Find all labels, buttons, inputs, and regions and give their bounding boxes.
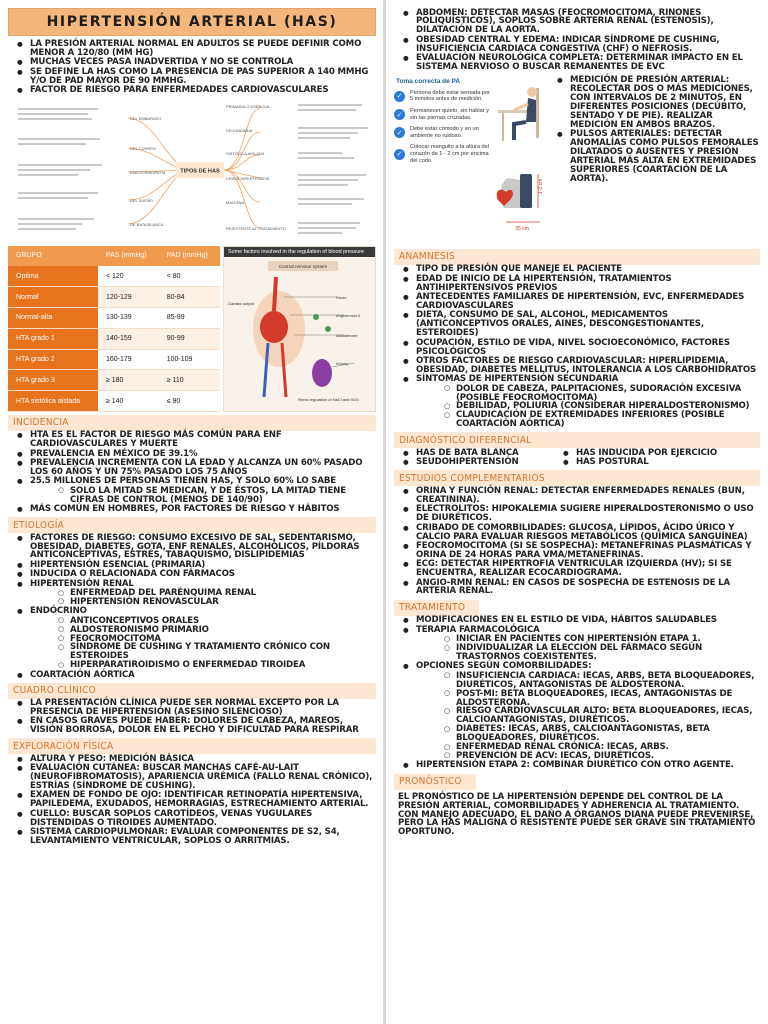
sub-item: ○ SOLO LA MITAD SE MEDICAN, Y DE ÉSTOS, LA MITAD TIENE CIFRAS DE CONTROL (MENOS DE 140/90) bbox=[30, 487, 376, 505]
sub-item: ○ INSUFICIENCIA CARDIACA: IECAS, ARBS, BETA BLOQUEADORES, DIURÉTICOS, ANTAGONISTAS DE ALDOSTERONA. bbox=[416, 672, 760, 690]
left-column bbox=[8, 8, 376, 1018]
list-item: ● ELECTROLITOS: HIPOKALEMIA SUGIERE HIPERALDOSTERONISMO O USO DE DIURÉTICOS. bbox=[394, 505, 760, 523]
list-item: ● ALTURA Y PESO: MEDICIÓN BÁSICA bbox=[8, 755, 376, 764]
figure-label: Kidney bbox=[336, 360, 349, 366]
section-incidencia bbox=[8, 415, 376, 431]
sub-item: ○ INDIVIDUALIZAR LA ELECCIÓN DEL FÁRMACO SEGÚN TRASTORNOS COEXISTENTES. bbox=[416, 644, 760, 662]
list-item-text: OPCIONES SEGÚN COMORBILIDADES: bbox=[416, 661, 592, 672]
table-cell: ≤ 90 bbox=[159, 391, 220, 412]
table-cell: < 80 bbox=[159, 266, 220, 287]
medicion-list bbox=[548, 76, 760, 246]
list-item: ● SISTEMA CARDIOPULMONAR: EVALUAR COMPONENTES DE S2, S4, LEVANTAMIENTO VENTRICULAR, SOPLOS O ARRITMIAS. bbox=[8, 828, 376, 846]
sub-item: ○ RIESGO CARDIOVASCULAR ALTO: BETA BLOQUEADORES, IECAS, CALCIOANTAGONISTAS, DIURÉTICOS. bbox=[416, 707, 760, 725]
section-title: DIAGNÓSTICO DIFERENCIAL bbox=[399, 434, 532, 446]
section-title: TRATAMIENTO bbox=[399, 602, 466, 614]
list-item: ● HAS DE BATA BLANCA bbox=[394, 449, 554, 458]
table-cell: HTA grado 3 bbox=[8, 370, 98, 391]
diagram-left-node: DEL EMBARAZO bbox=[130, 115, 162, 121]
section-title: PRONÓSTICO bbox=[399, 776, 462, 788]
pa-classification-table bbox=[8, 246, 220, 412]
diagram-left-node: DEL SUEÑO bbox=[130, 197, 153, 203]
diagnostico-grid bbox=[394, 448, 760, 467]
section-estudios bbox=[394, 470, 760, 486]
list-item: ● CRIBADO DE COMORBILIDADES: GLUCOSA, LÍPIDOS, ÁCIDO ÚRICO Y CALCIO PARA EVALUAR RIESGOS METABÓLICOS (QUÍMICA SANGUÍNEA) bbox=[394, 524, 760, 542]
cuadro-list bbox=[8, 699, 376, 735]
bp-regulation-figure bbox=[223, 246, 376, 412]
section-title: ESTUDIOS COMPLEMENTARIOS bbox=[399, 472, 545, 484]
title-bar bbox=[8, 8, 376, 36]
diagram-right-node: CRISIS HIPERTENSIVA bbox=[226, 175, 270, 181]
pa-step bbox=[394, 144, 490, 164]
section-title: EXPLORACIÓN FÍSICA bbox=[13, 740, 114, 752]
sub-item: ○ HIPERTENSIÓN RENOVASCULAR bbox=[30, 598, 376, 607]
figure-label: Renal regulation of NaCl and H2O bbox=[298, 396, 359, 402]
diagram-right-node: RESISTENTE AL TRATAMIENTO bbox=[226, 225, 286, 231]
sub-item: ○ ENFERMEDAD DEL PARÉNQUIMA RENAL bbox=[30, 589, 376, 598]
pa-step bbox=[394, 108, 490, 121]
right-column bbox=[394, 8, 760, 1018]
column-divider bbox=[383, 0, 386, 1024]
list-item: ● MUCHAS VECES PASA INADVERTIDA Y NO SE CONTROLA bbox=[8, 58, 376, 67]
diagram-right-node: SECUNDARIA bbox=[226, 127, 253, 133]
diagram-right-node: SISTÓLICA AISLADA bbox=[226, 150, 265, 156]
table-row bbox=[8, 349, 220, 370]
list-item: ● OTROS FACTORES DE RIESGO CARDIOVASCULAR: HIPERLIPIDEMIA, OBESIDAD, DIABETES MELLITUS, INTOLERANCIA A LOS CARBOHIDRATOS bbox=[394, 357, 760, 375]
sub-item: ○ ANTICONCEPTIVOS ORALES bbox=[30, 617, 376, 626]
list-item bbox=[8, 477, 376, 504]
list-item: ● PREVALENCIA EN MÉXICO DE 39.1% bbox=[8, 450, 376, 459]
list-item: ● HTA ES EL FACTOR DE RIESGO MÁS COMÚN PARA ENF CARDIOVASCULARES Y MUERTE bbox=[8, 431, 376, 449]
list-item: ● MÁS COMÚN EN HOMBRES, POR FACTORES DE RIESGO Y HÁBITOS bbox=[8, 505, 376, 514]
pa-measurement-card bbox=[394, 76, 544, 246]
list-item: ● ANTECEDENTES FAMILIARES DE HIPERTENSIÓN, EVC, ENFERMEDADES CARDIOVASCULARES bbox=[394, 293, 760, 311]
sub-item: ○ DOLOR DE CABEZA, PALPITACIONES, SUDORACIÓN EXCESIVA (POSIBLE FEOCROMOCITOMA) bbox=[416, 385, 760, 403]
section-title: CUADRO CLÍNICO bbox=[13, 685, 97, 697]
pa-card-title: Toma correcta de PA bbox=[396, 77, 461, 85]
table-cell: < 120 bbox=[98, 266, 159, 287]
table-cell: Normal bbox=[8, 287, 98, 308]
figure-caption: Some factors involved in the regulation of blood pressure bbox=[224, 247, 375, 257]
pronostico-text: EL PRONÓSTICO DE LA HIPERTENSIÓN DEPENDE DEL CONTROL DE LA PRESIÓN ARTERIAL, COMORBILIDADES Y ADHERENCIA AL TRATAMIENTO. CON MANEJO ADECUADO, EL DAÑO A ÓRGANOS DIANA PUEDE PREVENIRSE, PERO LA HAS MALIGNA O RESISTENTE PUEDE SER GRAVE SIN TRATAMIENTO OPORTUNO. bbox=[398, 791, 756, 838]
anamnesis-list bbox=[394, 265, 760, 429]
table-row bbox=[8, 266, 220, 287]
section-exploracion bbox=[8, 738, 376, 754]
list-item: ● SE DEFINE LA HAS COMO LA PRESENCIA DE PAS SUPERIOR A 140 MMHG Y/O DE PAD MAYOR DE 90 MMHG. bbox=[8, 68, 376, 86]
intro-list bbox=[8, 40, 376, 95]
table-row bbox=[8, 370, 220, 391]
table-row bbox=[8, 328, 220, 349]
pa-step-text: Persona debe estar sentada por 5 minutos antes de medición. bbox=[410, 89, 490, 103]
table-header: PAS (mmHg) bbox=[98, 246, 159, 266]
list-item: ● LA PRESIÓN ARTERIAL NORMAL EN ADULTOS SE PUEDE DEFINIR COMO MENOR A 120/80 (MM HG) bbox=[8, 40, 376, 58]
table-cell: 120-129 bbox=[98, 287, 159, 308]
list-item: ● ECG: DETECTAR HIPERTROFIA VENTRICULAR IZQUIERDA (HV); SI SE ENCUENTRA, REALIZAR ECOCARDIOGRAMA. bbox=[394, 560, 760, 578]
section-title: ANAMNESIS bbox=[399, 251, 455, 263]
classification-row bbox=[8, 246, 376, 412]
table-row bbox=[8, 391, 220, 412]
table-cell: 160-179 bbox=[98, 349, 159, 370]
check-icon: ✓ bbox=[394, 149, 405, 160]
table-cell: 100-109 bbox=[159, 349, 220, 370]
sub-item: ○ PREVENCIÓN DE ACV: IECAS, DIURÉTICOS. bbox=[416, 752, 760, 761]
list-item-text: ENDÓCRINO bbox=[30, 606, 87, 617]
bp-regulation-illustration bbox=[224, 257, 376, 407]
list-item bbox=[394, 375, 760, 429]
list-item: ● HIPERTENSIÓN ESENCIAL (PRIMARIA) bbox=[8, 561, 376, 570]
diagram-left-node: DEL CUERPO bbox=[130, 145, 156, 151]
pa-step bbox=[394, 90, 490, 103]
figure-label: Cardiac output bbox=[228, 300, 255, 306]
pa-step bbox=[394, 126, 490, 139]
list-item: ● HAS POSTURAL bbox=[554, 458, 760, 467]
pa-step-text: Colocar manguito a la altura del corazón de 1 - 2 cm por encima del codo. bbox=[410, 144, 489, 164]
list-item: ● PULSOS ARTERIALES: DETECTAR ANOMALÍAS COMO PULSOS FEMORALES DILATADOS O AUSENTES Y PRESIÓN ARTERIAL MÁS ALTA EN EXTREMIDADES SUPERIORES (COARTACIÓN DE LA AORTA). bbox=[548, 130, 760, 183]
list-item: ● MODIFICACIONES EN EL ESTILO DE VIDA, HÁBITOS SALUDABLES bbox=[394, 616, 760, 625]
list-item: ● FEOCROMOCITOMA (SI SE SOSPECHA): METANEFRINAS PLASMÁTICAS Y ORINA DE 24 HORAS PARA VMA/METANEFRINAS. bbox=[394, 542, 760, 560]
figure-label: Central nervous system bbox=[278, 263, 328, 269]
sub-item: ○ ENFERMEDAD RENAL CRÓNICA: IECAS, ARBS. bbox=[416, 743, 760, 752]
sub-item: ○ POST-MI: BETA BLOQUEADORES, IECAS, ANTAGONISTAS DE ALDOSTERONA. bbox=[416, 690, 760, 708]
pa-step-text: Debe estar cómodo y en un ambiente no ruidoso. bbox=[410, 126, 479, 139]
table-row bbox=[8, 287, 220, 308]
dimension-label: 1-2 cm bbox=[538, 178, 544, 194]
table-row bbox=[8, 308, 220, 329]
list-item: ● FACTOR DE RIESGO PARA ENFERMEDADES CARDIOVASCULARES bbox=[8, 86, 376, 95]
sub-item: ○ DEBILIDAD, POLIURIA (CONSIDERAR HIPERALDOSTERONISMO) bbox=[416, 402, 760, 411]
sub-item: ○ HIPERPARATIROIDISMO O ENFERMEDAD TIROIDEA bbox=[30, 661, 376, 670]
check-icon: ✓ bbox=[394, 109, 405, 120]
figure-label: Aldosterone bbox=[336, 332, 358, 338]
table-cell: HTA grado 2 bbox=[8, 349, 98, 370]
list-item bbox=[394, 662, 760, 760]
section-anamnesis bbox=[394, 249, 760, 265]
list-item: ● HIPERTENSIÓN ETAPA 2: COMBINAR DIURÉTICO CON OTRO AGENTE. bbox=[394, 761, 760, 770]
list-item: ● OCUPACIÓN, ESTILO DE VIDA, NIVEL SOCIOECONÓMICO, FACTORES PSICOLÓGICOS bbox=[394, 339, 760, 357]
list-item: ● LA PRESENTACIÓN CLÍNICA PUEDE SER NORMAL EXCEPTO POR LA PRESENCIA DE HIPERTENSIÓN (ASESINO SILENCIOSO) bbox=[8, 699, 376, 717]
list-item: ● PREVALENCIA INCREMENTA CON LA EDAD Y ALCANZA UN 60% PASADO LOS 60 AÑOS Y UN 75% PASADO LOS 75 AÑOS bbox=[8, 459, 376, 477]
figure-label: Renin bbox=[336, 294, 347, 300]
table-cell: 140-159 bbox=[98, 328, 159, 349]
list-item-text: TERAPIA FARMACOLÓGICA bbox=[416, 624, 540, 635]
table-cell: ≥ 140 bbox=[98, 391, 159, 412]
check-icon: ✓ bbox=[394, 91, 405, 102]
list-item: ● MEDICIÓN DE PRESIÓN ARTERIAL: RECOLECTAR DOS O MÁS MEDICIONES, CON INTERVALOS DE 2 MINUTOS, EN DIFERENTES POSICIONES (DECÚBITO, SENTADO Y DE PIE). REALIZAR MEDICIÓN EN AMBOS BRAZOS. bbox=[548, 76, 760, 129]
sub-item: ○ ALDOSTERONISMO PRIMARIO bbox=[30, 626, 376, 635]
sub-item: ○ INICIAR EN PACIENTES CON HIPERTENSIÓN ETAPA 1. bbox=[416, 635, 760, 644]
diagram-right-node: PRIMARIA O ESENCIAL bbox=[226, 103, 271, 109]
table-cell: 90-99 bbox=[159, 328, 220, 349]
incidencia-list bbox=[8, 431, 376, 514]
list-item: ● EN CASOS GRAVES PUEDE HABER: DOLORES DE CABEZA, MAREOS, VISIÓN BORROSA, DOLOR EN EL PECHO Y DIFICULTAD PARA RESPIRAR bbox=[8, 717, 376, 735]
diagram-left-node: DE BATA BLANCA bbox=[130, 221, 164, 227]
check-icon: ✓ bbox=[394, 127, 405, 138]
list-item: ● EVALUACIÓN NEUROLÓGICA COMPLETA: DETERMINAR IMPACTO EN EL SISTEMA NERVIOSO O BUSCAR REMANENTES DE EVC bbox=[394, 54, 760, 72]
table-header: PAD (mmHg) bbox=[159, 246, 220, 266]
section-diagnostico bbox=[394, 432, 760, 448]
list-item bbox=[394, 626, 760, 662]
sub-item: ○ SÍNDROME DE CUSHING Y TRATAMIENTO CRÓNICO CON ESTEROIDES bbox=[30, 643, 376, 661]
sub-item: ○ CLAUDICACIÓN DE EXTREMIDADES INFERIORES (POSIBLE COARTACIÓN AÓRTICA) bbox=[416, 411, 760, 429]
table-cell: 80-84 bbox=[159, 287, 220, 308]
list-item: ● COARTACIÓN AÓRTICA bbox=[8, 671, 376, 680]
diagnostico-list-a bbox=[394, 448, 554, 467]
list-item: ● FACTORES DE RIESGO: CONSUMO EXCESIVO DE SAL, SEDENTARISMO, OBESIDAD, DIABETES, GOTA, ENF RENALES, ALCOHÓLICOS, PÍLDORAS ANTICONCEPTIVAS, ESTRÉS, TABAQUISMO, DISLIPIDEMIAS bbox=[8, 534, 376, 561]
section-tratamiento bbox=[394, 600, 479, 616]
section-title: ETIOLOGÍA bbox=[13, 519, 65, 531]
list-item: ● SEUDOHIPERTENSIÓN bbox=[394, 458, 554, 467]
table-cell: HTA sistólica aislada bbox=[8, 391, 98, 412]
table-cell: Óptima bbox=[8, 266, 98, 287]
patient-seated-icon bbox=[492, 82, 552, 242]
estudios-list bbox=[394, 487, 760, 596]
sub-item: ○ FEOCROMOCITOMA bbox=[30, 635, 376, 644]
table-cell: ≥ 110 bbox=[159, 370, 220, 391]
pa-measurement-row bbox=[394, 76, 760, 246]
list-item: ● ANGIO-RMN RENAL: EN CASOS DE SOSPECHA DE ESTENOSIS DE LA ARTERIA RENAL. bbox=[394, 579, 760, 597]
diagram-center-label: TIPOS DE HAS bbox=[180, 168, 220, 175]
section-title: INCIDENCIA bbox=[13, 417, 69, 429]
list-item: ● TIPO DE PRESIÓN QUE MANEJE EL PACIENTE bbox=[394, 265, 760, 274]
etiologia-list bbox=[8, 534, 376, 680]
table-header: GRUPO bbox=[8, 246, 98, 266]
sub-item: ○ DIABETES: IECAS, ARBS, CALCIOANTAGONISTAS, BETA BLOQUEADORES, DIURÉTICOS. bbox=[416, 725, 760, 743]
list-item: ● ABDOMEN: DETECTAR MASAS (FEOCROMOCITOMA, RIÑONES POLIQUÍSTICOS), SOPLOS SOBRE ARTERIA RENAL (ESTENOSIS), DILATACIÓN DE LA AORTA. bbox=[394, 9, 760, 36]
table-cell: 85-89 bbox=[159, 308, 220, 329]
page-title: HIPERTENSIÓN ARTERIAL (HAS) bbox=[46, 14, 338, 30]
table-cell: HTA grado 1 bbox=[8, 328, 98, 349]
exploracion-continued-list bbox=[394, 9, 760, 72]
list-item: ● INDUCIDA O RELACIONADA CON FÁRMACOS bbox=[8, 570, 376, 579]
diagram-left-node: ENDOCRINOPATÍA bbox=[130, 169, 166, 175]
list-item-text: 25.5 MILLONES DE PERSONAS TIENEN HAS, Y SOLO 60% LO SABE bbox=[30, 476, 336, 487]
list-item: ● EDAD DE INICIO DE LA HIPERTENSIÓN, TRATAMIENTOS ANTIHIPERTENSIVOS PREVIOS bbox=[394, 275, 760, 293]
list-item: ● ORINA Y FUNCIÓN RENAL: DETECTAR ENFERMEDADES RENALES (BUN, CREATININA). bbox=[394, 487, 760, 505]
list-item: ● EVALUACIÓN CUTÁNEA: BUSCAR MANCHAS CAFÉ-AU-LAIT (NEUROFIBROMATOSIS), APARIENCIA URÉMICA (FALLO RENAL CRÓNICO), ESTRÍAS (SÍNDROME DE CUSHING). bbox=[8, 764, 376, 791]
section-etiologia bbox=[8, 517, 376, 533]
list-item: ● OBESIDAD CENTRAL Y EDEMA: INDICAR SÍNDROME DE CUSHING, INSUFICIENCIA CARDIACA CONGESTIVA (CHF) O NEFROSIS. bbox=[394, 36, 760, 54]
exploracion-list bbox=[8, 755, 376, 846]
figure-label: Angiotensin II bbox=[336, 312, 361, 318]
table-cell: ≥ 180 bbox=[98, 370, 159, 391]
list-item-text: HIPERTENSIÓN RENAL bbox=[30, 578, 134, 589]
section-pronostico bbox=[394, 774, 476, 790]
list-item bbox=[8, 607, 376, 670]
table-cell: Normal-alta bbox=[8, 308, 98, 329]
list-item bbox=[8, 580, 376, 607]
types-diagram-svg bbox=[8, 100, 376, 242]
table-cell: 130-139 bbox=[98, 308, 159, 329]
types-diagram bbox=[8, 100, 376, 242]
diagnostico-list-b bbox=[554, 448, 760, 467]
tratamiento-list bbox=[394, 616, 760, 770]
list-item: ● EXAMEN DE FONDO DE OJO: IDENTIFICAR RETINOPATÍA HIPERTENSIVA, PAPILEDEMA, EXUDADOS, HEMORRAGIAS, ESTRECHAMIENTO ARTERIAL. bbox=[8, 791, 376, 809]
list-item-text: SÍNTOMAS DE HIPERTENSIÓN SECUNDARIA bbox=[416, 374, 619, 385]
list-item: ● CUELLO: BUSCAR SOPLOS CAROTÍDEOS, VENAS YUGULARES DISTENDIDAS O TIROIDES AUMENTADO. bbox=[8, 810, 376, 828]
dimension-label: 35 cm bbox=[515, 225, 529, 232]
pa-step-text: Permanecer quieto, sin hablar y sin las piernas cruzadas. bbox=[410, 108, 489, 121]
list-item: ● DIETA, CONSUMO DE SAL, ALCOHOL, MEDICAMENTOS (ANTICONCEPTIVOS ORALES, AINES, DESCONGESTIONANTES, ESTEROIDES) bbox=[394, 311, 760, 338]
list-item: ● HAS INDUCIDA POR EJERCICIO bbox=[554, 449, 760, 458]
diagram-right-node: MALIGNA bbox=[226, 199, 245, 205]
section-cuadro-clinico bbox=[8, 683, 376, 699]
